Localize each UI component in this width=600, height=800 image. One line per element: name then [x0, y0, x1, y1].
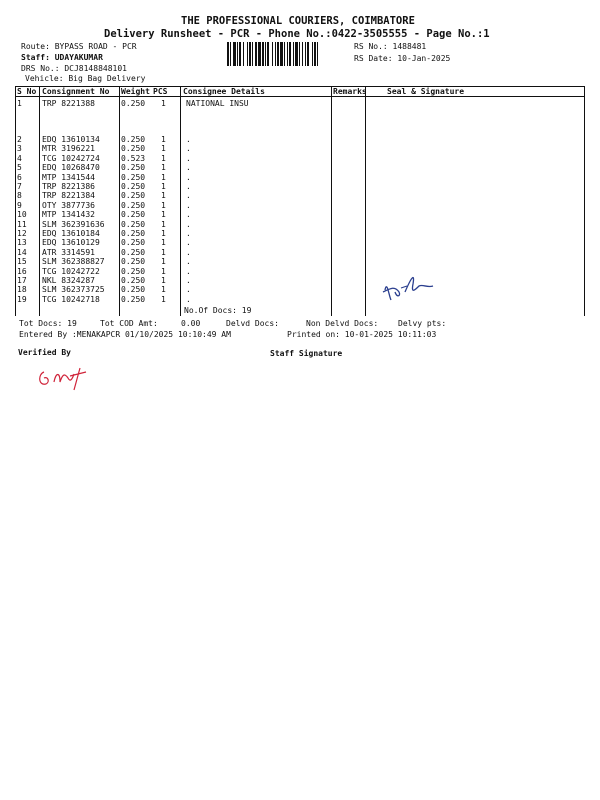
table-row	[15, 201, 585, 210]
cell-sno: 6	[17, 172, 22, 182]
col-header-seal-signature: Seal & Signature	[387, 87, 465, 96]
cell-sno: 9	[17, 200, 22, 210]
barcode-bar	[287, 42, 288, 66]
table-row	[15, 144, 585, 153]
cell-consignment-no: TCG 10242724	[42, 153, 100, 163]
entered-by: Entered By :MENAKAPCR 01/10/2025 10:10:49 AM	[19, 330, 231, 339]
cell-consignee-details: .	[186, 294, 191, 304]
barcode-bar	[227, 42, 229, 66]
cell-pcs: 1	[161, 153, 166, 163]
barcode-bar	[275, 42, 276, 66]
runsheet-table	[15, 86, 585, 316]
table-row	[15, 99, 585, 108]
cell-consignment-no: TRP 8221386	[42, 182, 95, 191]
cell-sno: 15	[17, 257, 27, 267]
cell-consignment-no: TRP 8221388	[42, 99, 95, 108]
rs-number: RS No.: 1488481	[354, 42, 427, 51]
cell-weight: 0.250	[121, 210, 146, 220]
cell-sno: 4	[17, 153, 22, 163]
cell-consignment-no: MTP 1341432	[42, 210, 95, 220]
barcode-bar	[255, 42, 257, 66]
cell-consignee-details: .	[186, 229, 191, 238]
staff-label: Staff: UDAYAKUMAR	[21, 53, 103, 62]
total-docs: Tot Docs: 19	[19, 319, 77, 328]
cell-sno: 18	[17, 285, 27, 295]
barcode-bar	[317, 42, 318, 66]
barcode-bar	[289, 42, 291, 66]
table-row	[15, 276, 585, 285]
cell-sno: 5	[17, 163, 22, 173]
runsheet-subtitle: Delivery Runsheet - PCR - Phone No.:0422-3505555 - Page No.:1	[104, 28, 490, 40]
barcode-bar	[262, 42, 264, 66]
barcode-bar	[299, 42, 300, 66]
cell-sno: 1	[17, 99, 22, 108]
barcode-bar	[272, 42, 273, 66]
barcode-bar	[249, 42, 251, 66]
cell-pcs: 1	[161, 285, 166, 295]
cell-consignment-no: TRP 8221384	[42, 191, 95, 201]
table-row	[15, 267, 585, 276]
cell-pcs: 1	[161, 191, 166, 201]
barcode-bar	[302, 42, 303, 66]
cell-weight: 0.250	[121, 294, 146, 304]
cell-weight: 0.250	[121, 172, 146, 182]
cell-consignee-details: .	[186, 172, 191, 182]
cell-consignee-details: .	[186, 200, 191, 210]
table-row	[15, 135, 585, 144]
cell-weight: 0.250	[121, 238, 146, 248]
barcode-image	[227, 42, 343, 66]
table-row	[15, 182, 585, 191]
cell-consignee-details: .	[186, 210, 191, 220]
cell-consignment-no: EDQ 13610129	[42, 238, 100, 248]
cell-sno: 16	[17, 266, 27, 276]
table-row	[15, 248, 585, 257]
cell-weight: 0.250	[121, 285, 146, 295]
cell-weight: 0.250	[121, 135, 146, 144]
table-row	[15, 210, 585, 219]
cell-weight: 0.250	[121, 163, 146, 173]
cell-sno: 17	[17, 276, 27, 285]
cell-sno: 14	[17, 247, 27, 257]
cell-weight: 0.250	[121, 266, 146, 276]
barcode-bar	[280, 42, 283, 66]
cell-consignee-details: .	[186, 163, 191, 173]
barcode-bar	[284, 42, 285, 66]
col-header-consignment: Consignment No	[42, 87, 110, 96]
cell-weight: 0.250	[121, 182, 146, 191]
non-delivered-docs: Non Delvd Docs:	[306, 319, 379, 328]
table-row	[15, 173, 585, 182]
cell-sno: 3	[17, 144, 22, 154]
cell-sno: 12	[17, 229, 27, 238]
table-header-row	[15, 87, 585, 96]
cell-consignment-no: TCG 10242722	[42, 266, 100, 276]
table-row	[15, 163, 585, 172]
cell-pcs: 1	[161, 144, 166, 154]
cell-pcs: 1	[161, 238, 166, 248]
cell-sno: 2	[17, 135, 22, 144]
barcode-bar	[233, 42, 236, 66]
table-row	[15, 191, 585, 200]
cell-consignee-details: .	[186, 257, 191, 267]
barcode-bar	[267, 42, 269, 66]
cell-weight: 0.250	[121, 191, 146, 201]
cell-consignee-details: .	[186, 153, 191, 163]
cell-consignment-no: SLM 362388827	[42, 257, 105, 267]
cell-pcs: 1	[161, 182, 166, 191]
staff-signature-label: Staff Signature	[270, 349, 343, 358]
cell-pcs: 1	[161, 99, 166, 108]
vehicle-label: Vehicle: Big Bag Delivery	[25, 74, 146, 83]
barcode-bar	[295, 42, 298, 66]
col-header-pcs: PCS	[153, 87, 168, 96]
table-row	[15, 220, 585, 229]
barcode-bar	[258, 42, 261, 66]
drs-number: DRS No.: DCJ8148848101	[21, 64, 127, 73]
barcode-bar	[312, 42, 313, 66]
cell-pcs: 1	[161, 276, 166, 285]
handwritten-signature-red	[34, 362, 94, 392]
cell-pcs: 1	[161, 247, 166, 257]
cell-pcs: 1	[161, 135, 166, 144]
handwritten-signature-blue	[377, 266, 447, 306]
cell-pcs: 1	[161, 210, 166, 220]
delivery-points: Delvy pts:	[398, 319, 447, 328]
cell-weight: 0.250	[121, 200, 146, 210]
cell-pcs: 1	[161, 200, 166, 210]
cell-pcs: 1	[161, 219, 166, 229]
col-header-sno: S No	[17, 87, 37, 96]
barcode-bar	[239, 42, 241, 66]
cell-pcs: 1	[161, 266, 166, 276]
cell-consignee-details: .	[186, 182, 191, 191]
col-header-weight: Weight	[121, 87, 150, 96]
cell-consignment-no: SLM 362391636	[42, 219, 105, 229]
barcode-bar	[305, 42, 306, 66]
cell-consignee-details: .	[186, 135, 191, 144]
cell-consignment-no: MTP 1341544	[42, 172, 95, 182]
cell-weight: 0.523	[121, 153, 146, 163]
cell-weight: 0.250	[121, 229, 146, 238]
cell-consignment-no: ATR 3314591	[42, 247, 95, 257]
cell-consignment-no: EDQ 13610134	[42, 135, 100, 144]
cell-weight: 0.250	[121, 276, 146, 285]
cell-consignee-details: .	[186, 238, 191, 248]
barcode-bar	[237, 42, 238, 66]
cell-consignment-no: EDQ 13610184	[42, 229, 100, 238]
cell-consignment-no: OTY 3877736	[42, 200, 95, 210]
barcode-bar	[252, 42, 253, 66]
table-row	[15, 257, 585, 266]
barcode-bar	[230, 42, 231, 66]
cell-consignee-details: .	[186, 144, 191, 154]
cell-pcs: 1	[161, 257, 166, 267]
cell-consignment-no: TCG 10242718	[42, 294, 100, 304]
col-header-remarks: Remarks	[333, 87, 367, 96]
company-title: THE PROFESSIONAL COURIERS, COIMBATORE	[181, 15, 415, 27]
barcode-bar	[243, 42, 244, 66]
cell-consignee-details: .	[186, 276, 191, 285]
table-row	[15, 154, 585, 163]
barcode-bar	[265, 42, 266, 66]
total-cod-value: 0.00	[181, 319, 201, 328]
cell-sno: 10	[17, 210, 27, 220]
table-row	[15, 229, 585, 238]
cell-consignee-details: NATIONAL INSU	[186, 99, 249, 108]
delivered-docs: Delvd Docs:	[226, 319, 279, 328]
cell-consignee-details: .	[186, 266, 191, 276]
cell-consignment-no: SLM 362373725	[42, 285, 105, 295]
cell-sno: 8	[17, 191, 22, 201]
cell-weight: 0.250	[121, 219, 146, 229]
cell-sno: 11	[17, 219, 27, 229]
table-row	[15, 238, 585, 247]
cell-weight: 0.250	[121, 257, 146, 267]
no-of-docs: No.Of Docs: 19	[184, 306, 252, 315]
cell-pcs: 1	[161, 229, 166, 238]
cell-weight: 0.250	[121, 247, 146, 257]
table-row	[15, 295, 585, 304]
cell-pcs: 1	[161, 172, 166, 182]
barcode-bar	[307, 42, 309, 66]
barcode-bar	[293, 42, 294, 66]
cell-sno: 19	[17, 294, 27, 304]
cell-consignee-details: .	[186, 191, 191, 201]
route-label: Route: BYPASS ROAD - PCR	[21, 42, 137, 51]
cell-consignee-details: .	[186, 247, 191, 257]
cell-consignment-no: NKL 8324287	[42, 276, 95, 285]
printed-on: Printed on: 10-01-2025 10:11:03	[287, 330, 437, 339]
cell-pcs: 1	[161, 294, 166, 304]
barcode-bar	[277, 42, 279, 66]
table-row	[15, 285, 585, 294]
rs-date: RS Date: 10-Jan-2025	[354, 54, 451, 63]
barcode-bar	[314, 42, 316, 66]
cell-sno: 13	[17, 238, 27, 248]
cell-pcs: 1	[161, 163, 166, 173]
cell-consignee-details: .	[186, 219, 191, 229]
cell-consignment-no: MTR 3196221	[42, 144, 95, 154]
cell-weight: 0.250	[121, 99, 146, 108]
cell-sno: 7	[17, 182, 22, 191]
cell-consignment-no: EDQ 10268470	[42, 163, 100, 173]
cell-weight: 0.250	[121, 144, 146, 154]
verified-by-label: Verified By	[18, 348, 71, 357]
cell-consignee-details: .	[186, 285, 191, 295]
col-header-consignee: Consignee Details	[183, 87, 265, 96]
barcode-bar	[247, 42, 248, 66]
total-cod-label: Tot COD Amt:	[100, 319, 158, 328]
